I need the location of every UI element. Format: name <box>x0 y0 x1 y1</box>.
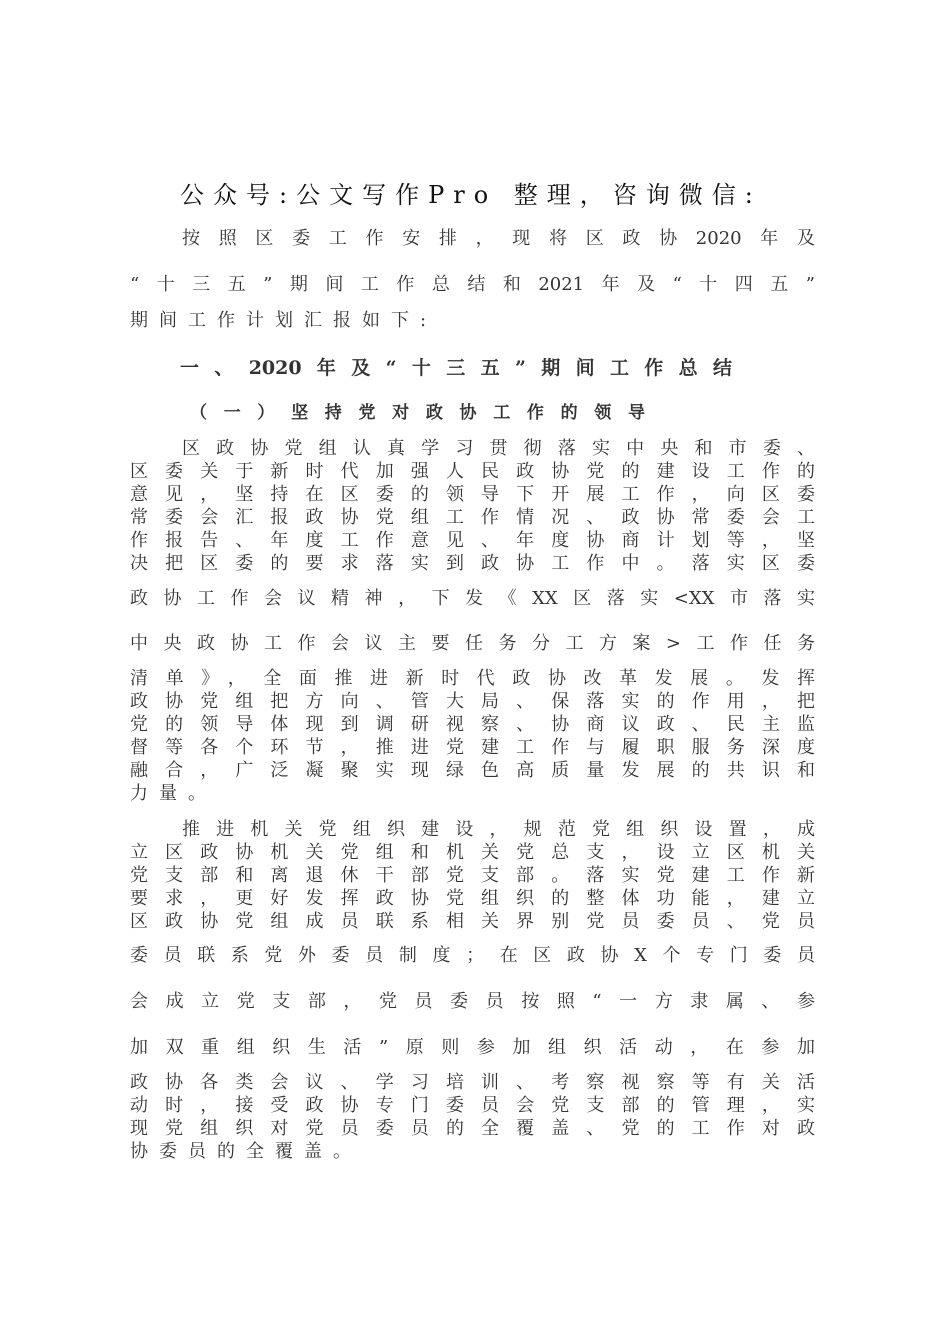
paragraph-line: 党的领导体现到调研视察、协商议政、民主监 <box>130 714 815 735</box>
paragraph-line: 区委关于新时代加强人民政协党的建设工作的 <box>130 461 815 482</box>
paragraph-line: 协委员的全覆盖。 <box>130 1141 362 1162</box>
paragraph-line: 立区政协机关党组和机关党总支，设立区机关 <box>130 842 815 863</box>
paragraph-line: 动时，接受政协专门委员会党支部的管理，实 <box>130 1095 815 1116</box>
paragraph-line: 清单》，全面推进新时代政协改革发展。发挥 <box>130 668 815 689</box>
paragraph-line: 委员联系党外委员制度；在区政协X个专门委员 <box>130 945 815 966</box>
paragraph-line: 督等各个环节，推进党建工作与履职服务深度 <box>130 737 815 758</box>
paragraph-line: 政协各类会议、学习培训、考察视察等有关活 <box>130 1072 815 1093</box>
paragraph-line: 加双重组织生活”原则参加组织活动，在参加 <box>130 1037 815 1058</box>
paragraph-line: 政协工作会议精神，下发《XX区落实<XX市落实 <box>130 588 815 609</box>
paragraph-line: 现党组织对党员委员的全覆盖、党的工作对政 <box>130 1118 815 1139</box>
paragraph-line: 要求，更好发挥政协党组织的整体功能，建立 <box>130 888 815 909</box>
paragraph-line: 常委会汇报政协党组工作情况、政协常委会工 <box>130 507 815 528</box>
paragraph-line: 中央政协工作会议主要任务分工方案>工作任务 <box>130 633 815 654</box>
paragraph-line: 融合，广泛凝聚实现绿色高质量发展的共识和 <box>130 760 815 781</box>
paragraph-line: 会成立党支部，党员委员按照“一方隶属、参 <box>130 991 815 1012</box>
paragraph-line: 推进机关党组织建设，规范党组织设置，成 <box>182 819 815 840</box>
paragraph-line: 意见，坚持在区委的领导下开展工作，向区委 <box>130 484 815 505</box>
paragraph-line: 政协党组把方向、管大局、保落实的作用，把 <box>130 691 815 712</box>
subsection-heading: （一）坚持党对政协工作的领导 <box>190 403 645 423</box>
intro-line: 按照区委工作安排，现将区政协2020年及 <box>182 228 815 249</box>
section-heading: 一、2020年及“十三五”期间工作总结 <box>180 357 732 379</box>
paragraph-line: 力量。 <box>130 783 217 804</box>
paragraph-line: 区政协党组成员联系相关界别党员委员、党员 <box>130 911 815 932</box>
paragraph-line: 区政协党组认真学习贯彻落实中央和市委、 <box>182 438 815 459</box>
paragraph-line: 作报告、年度工作意见、年度协商计划等，坚 <box>130 530 815 551</box>
paragraph-line: 党支部和离退休干部党支部。落实党建工作新 <box>130 865 815 886</box>
paragraph-line: 决把区委的要求落实到政协工作中。落实区委 <box>130 553 815 574</box>
page-title: 公众号:公文写作Pro 整理，咨询微信: <box>180 181 762 209</box>
intro-line: “十三五”期间工作总结和2021年及“十四五” <box>130 274 815 295</box>
intro-line: 期间工作计划汇报如下: <box>130 310 438 331</box>
